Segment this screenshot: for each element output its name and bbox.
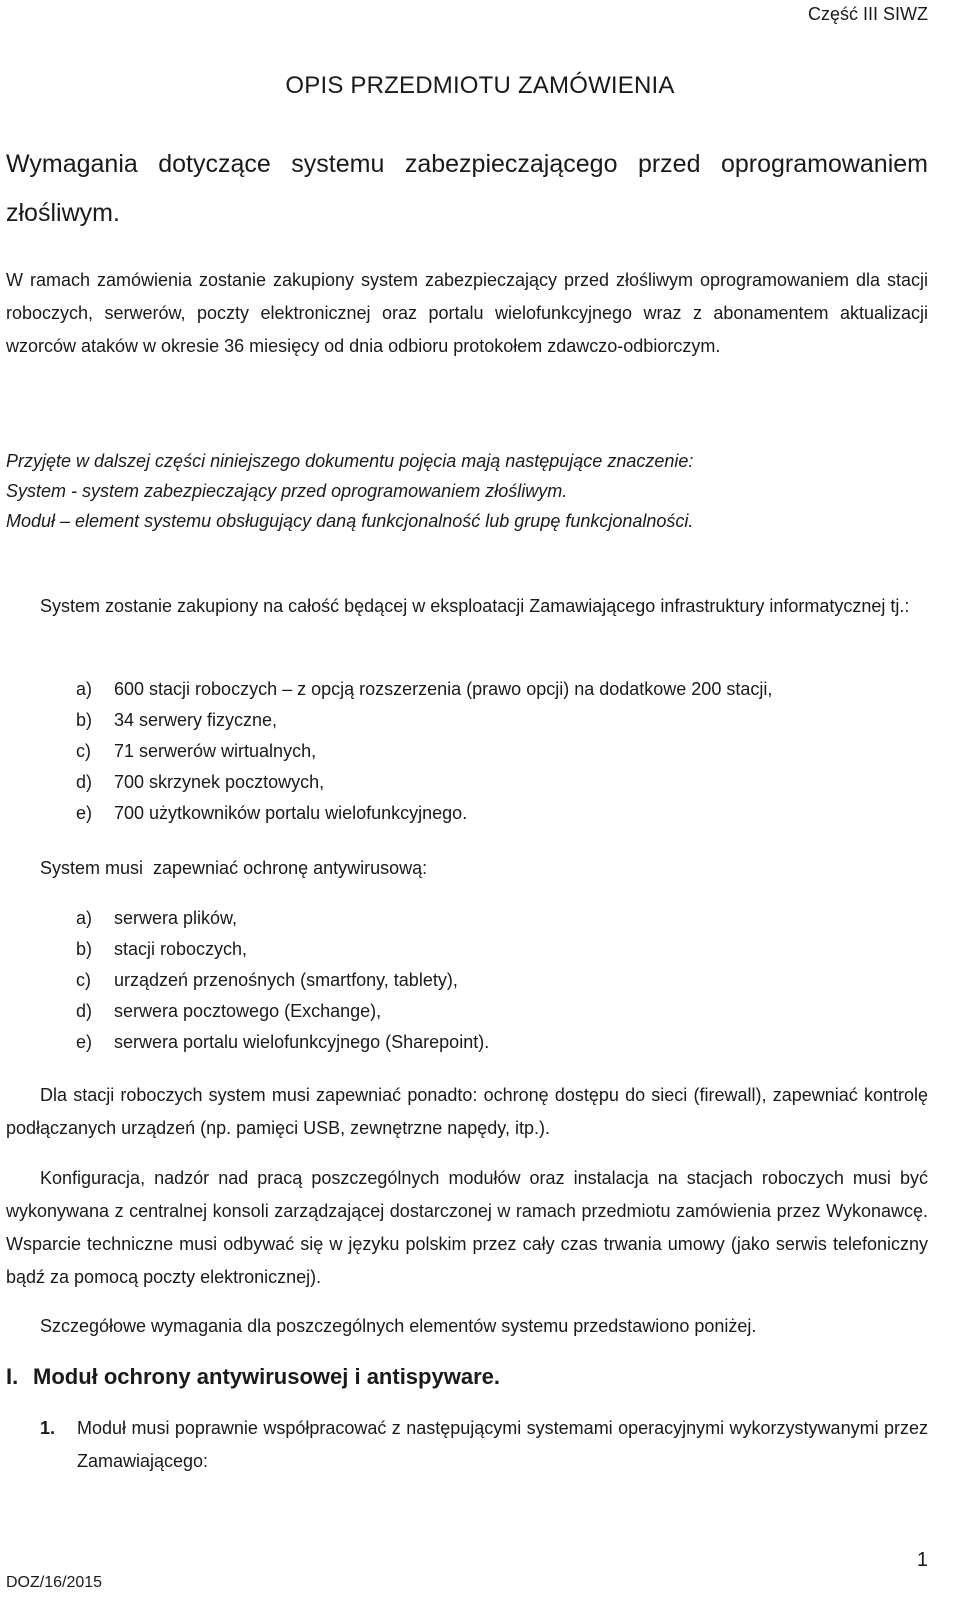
numbered-item	[40, 1412, 928, 1478]
section-number: I.	[6, 1364, 19, 1389]
list-item	[76, 674, 772, 705]
document-code: DOZ/16/2015	[6, 1574, 103, 1591]
list-item	[76, 736, 772, 767]
list-item	[76, 705, 772, 736]
definition-system: System - system zabezpieczający przed oprogramowaniem złośliwym.	[6, 481, 568, 501]
list-item	[76, 767, 772, 798]
list-item	[76, 934, 489, 965]
definition-module: Moduł – element systemu obsługujący daną funkcjonalność lub grupę funkcjonalności.	[6, 511, 694, 531]
list-item-text: serwera pocztowego (Exchange),	[114, 1001, 382, 1021]
list-item-text: serwera plików,	[114, 908, 238, 928]
list-marker: a)	[76, 679, 93, 699]
intro-paragraph: W ramach zamówienia zostanie zakupiony system zabezpieczający przed złośliwym oprogramowaniem dla stacji roboczych, serwerów, poczty elektronicznej oraz portalu wielofunkcyjnego wraz z abonamentem aktualizacji wzorców ataków w okresie 36 miesięcy od dnia odbioru protokołem zdawczo-odbiorczym.	[6, 270, 928, 356]
list-item-text: stacji roboczych,	[114, 939, 248, 959]
document-part-label: Część III SIWZ	[807, 4, 928, 24]
section-title: Moduł ochrony antywirusowej i antispyware.	[33, 1364, 500, 1389]
document-subtitle: Wymagania dotyczące systemu zabezpieczającego przed oprogramowaniem złośliwym.	[6, 150, 928, 227]
infrastructure-paragraph: System zostanie zakupiony na całość będącej w eksploatacji Zamawiającego infrastruktury informatycznej tj.:	[40, 596, 910, 616]
list-item-text: 71 serwerów wirtualnych,	[114, 741, 317, 761]
list-marker: b)	[76, 939, 93, 959]
infrastructure-list	[76, 674, 772, 829]
list-item-text: serwera portalu wielofunkcyjnego (Sharepoint).	[114, 1032, 490, 1052]
definition-intro: Przyjęte w dalszej części niniejszego dokumentu pojęcia mają następujące znaczenie:	[6, 451, 694, 471]
protection-list	[76, 903, 489, 1058]
item-text: Moduł musi poprawnie współpracować z następującymi systemami operacyjnymi wykorzystywanymi przez Zamawiającego:	[77, 1418, 928, 1471]
list-marker: d)	[76, 1001, 93, 1021]
list-item-text: 34 serwery fizyczne,	[114, 710, 278, 730]
list-item-text: urządzeń przenośnych (smartfony, tablety),	[114, 970, 458, 990]
list-item	[76, 798, 772, 829]
workstations-paragraph: Dla stacji roboczych system musi zapewniać ponadto: ochronę dostępu do sieci (firewall), zapewniać kontrolę podłączanych urządzeń (np. pamięci USB, zewnętrzne napędy, itp.).	[6, 1085, 928, 1138]
list-item-text: 600 stacji roboczych – z opcją rozszerzenia (prawo opcji) na dodatkowe 200 stacji,	[114, 679, 773, 699]
list-marker: b)	[76, 710, 93, 730]
list-marker: e)	[76, 1032, 93, 1052]
list-marker: c)	[76, 741, 91, 761]
list-item	[76, 996, 489, 1027]
list-marker: d)	[76, 772, 93, 792]
item-number: 1.	[40, 1418, 56, 1438]
list-marker: c)	[76, 970, 91, 990]
page-number: 1	[916, 1549, 928, 1571]
list-item-text: 700 użytkowników portalu wielofunkcyjnego.	[114, 803, 468, 823]
section-heading	[6, 1360, 500, 1394]
list-item	[76, 903, 489, 934]
antivirus-lead: System musi zapewniać ochronę antywirusową:	[40, 858, 428, 878]
document-title: OPIS PRZEDMIOTU ZAMÓWIENIA	[285, 72, 675, 99]
details-paragraph: Szczegółowe wymagania dla poszczególnych elementów systemu przedstawiono poniżej.	[40, 1316, 757, 1336]
list-marker: a)	[76, 908, 93, 928]
list-item-text: 700 skrzynek pocztowych,	[114, 772, 325, 792]
list-item	[76, 965, 489, 996]
configuration-paragraph: Konfiguracja, nadzór nad pracą poszczególnych modułów oraz instalacja na stacjach roboczych musi być wykonywana z centralnej konsoli zarządzającej dostarczonej w ramach przedmiotu zamówienia przez Wykonawcę. Wsparcie techniczne musi odbywać się w języku polskim przez cały czas trwania umowy (jako serwis telefoniczny bądź za pomocą poczty elektronicznej).	[6, 1168, 928, 1287]
list-item	[76, 1027, 489, 1058]
list-marker: e)	[76, 803, 93, 823]
